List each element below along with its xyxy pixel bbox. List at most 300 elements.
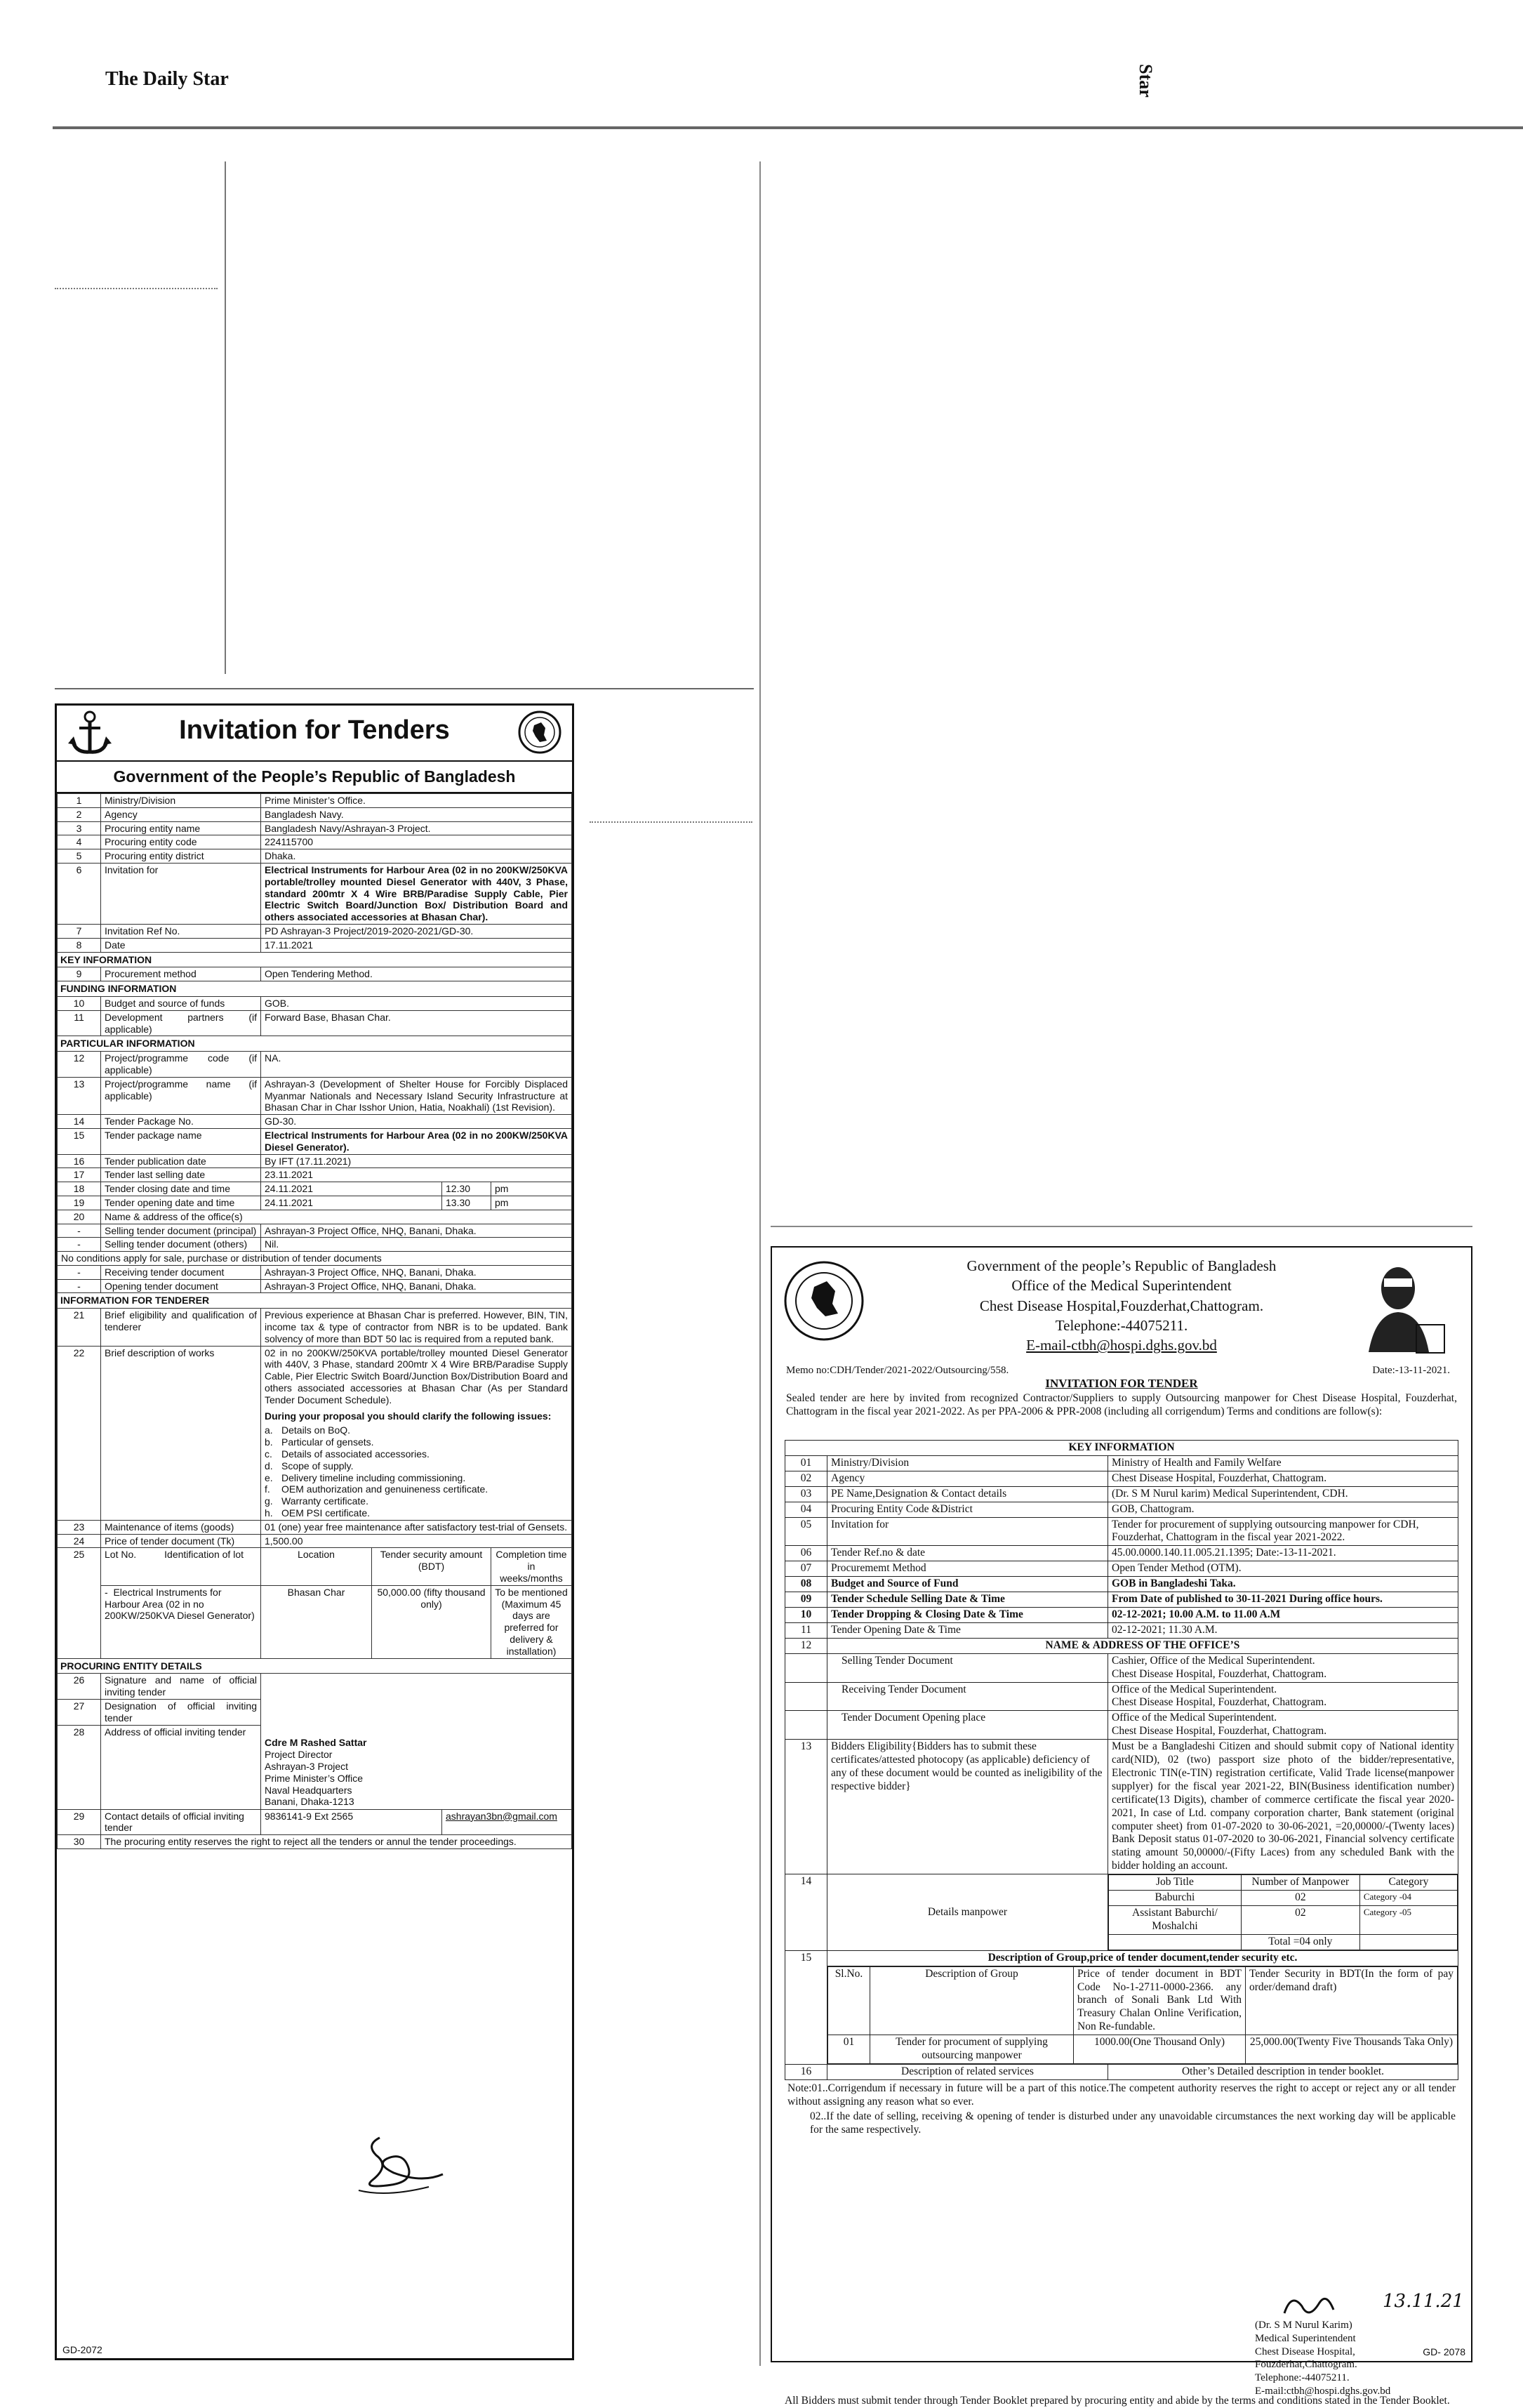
row-label: Designation of official inviting tender — [101, 1699, 261, 1725]
row-label: Agency — [101, 807, 261, 821]
office-row — [58, 1265, 572, 1279]
office-heading: NAME & ADDRESS OF THE OFFICE’S — [827, 1638, 1458, 1653]
row-number: 13 — [785, 1740, 827, 1874]
row-number: 18 — [58, 1182, 101, 1196]
tender-title: INVITATION FOR TENDER — [1045, 1377, 1198, 1390]
row-number: 08 — [785, 1577, 827, 1592]
office-line: Office of the Medical Superintendent — [1011, 1277, 1232, 1295]
row-value: PD Ashrayan-3 Project/2019-2020-2021/GD-30. — [261, 924, 572, 938]
row-value: By IFT (17.11.2021) — [261, 1154, 572, 1168]
key-info-row — [785, 1486, 1458, 1502]
tender-info-table — [57, 793, 572, 1849]
tender-row — [58, 1809, 572, 1835]
row-label: Maintenance of items (goods) — [101, 1520, 261, 1534]
row-label: Price of tender document (Tk) — [101, 1534, 261, 1548]
row-number: 4 — [58, 835, 101, 849]
row-label: Contact details of official inviting tender — [101, 1809, 261, 1835]
signature-line: Chest Disease Hospital, — [1255, 2346, 1355, 2357]
row-label: Signature and name of official inviting tender — [101, 1674, 261, 1700]
address-line: Project Director — [265, 1749, 333, 1761]
row-number: 02 — [785, 1471, 827, 1486]
signature-date: 13.11.21 — [1383, 2291, 1464, 2312]
ad-code: GD-2072 — [62, 2344, 102, 2355]
row-value: 224115700 — [261, 835, 572, 849]
tender-row — [58, 1520, 572, 1534]
row-number: 16 — [785, 2064, 827, 2079]
masthead-rule — [53, 126, 1523, 129]
row-time: 13.30 — [442, 1196, 491, 1210]
row-label: Procuring Entity Code &District — [827, 1502, 1108, 1517]
office-row — [58, 1279, 572, 1293]
section-rule-right — [771, 1226, 1472, 1227]
row-label: Address of official inviting tender — [101, 1725, 261, 1809]
row-number: 21 — [58, 1309, 101, 1346]
row-value: Must be a Bangladeshi Citizen and should submit copy of National identity card(NID), 02 (two) passport size photo of the bidder/representative, Electronic TIN(e-TIN) registration certificate, Valid Trade license(manpower supplyer) for the fiscal year 2021-22, BIN(Business identification number) certificate(13 Digits), chamber of commerce certificate the fiscal year 2020-2021, In case of Ltd. company corporation charter, Bank statement (original computer sheet) from 01-07-2020 to 30-06-2021, =20,00000/-(Twenty laces) Bank Deposit status 01-07-2020 to 30-06-2021, Financial solvency certificate stating amount 50,00000/-(Fifty Laces) from any scheduled Bank with the bidder holding an account. — [1108, 1740, 1458, 1874]
section-heading: INFORMATION FOR TENDERER — [58, 1293, 572, 1309]
office-value: Cashier, Office of the Medical Superintendent. Chest Disease Hospital, Fouzderhat, Chattogram. — [1108, 1653, 1458, 1682]
signature-block — [1255, 2319, 1390, 2398]
row-value: Forward Base, Bhasan Char. — [261, 1010, 572, 1036]
related-services-row — [785, 2064, 1458, 2079]
office-value: Office of the Medical Superintendent. Chest Disease Hospital, Fouzderhat, Chattogram. — [1108, 1682, 1458, 1711]
key-info-row — [785, 1622, 1458, 1638]
section-heading-row — [58, 1036, 572, 1052]
row-number: 01 — [785, 1455, 827, 1471]
row-number: 24 — [58, 1534, 101, 1548]
row-value: GOB in Bangladeshi Taka. — [1108, 1577, 1458, 1592]
key-info-row — [785, 1592, 1458, 1608]
row-label: Bidders Eligibility{Bidders has to submit these certificates/attested photocopy (as applicable) deficiency of any of these document would be counted as ineligibility of the respective bidder} — [827, 1740, 1108, 1874]
row-number: 11 — [785, 1622, 827, 1638]
row-label: Date — [101, 938, 261, 952]
key-info-heading: KEY INFORMATION — [785, 1441, 1458, 1456]
row-time-unit: pm — [491, 1196, 572, 1210]
row-value: 02-12-2021; 11.30 A.M. — [1108, 1622, 1458, 1638]
office-label: Selling tender document (principal) — [101, 1224, 261, 1238]
office-row — [58, 1224, 572, 1238]
key-info-row — [785, 1546, 1458, 1561]
row-number: 7 — [58, 924, 101, 938]
lot-identification: - Electrical Instruments for Harbour Area (02 in no 200KW/250KVA Diesel Generator) — [101, 1585, 261, 1658]
row-label: Project/programme code (if applicable) — [101, 1052, 261, 1078]
tender-notice-hospital — [771, 1246, 1472, 2407]
office-row — [58, 1238, 572, 1252]
tender-row — [58, 1835, 572, 1849]
portrait-image — [1362, 1257, 1446, 1356]
address-line: Banani, Dhaka-1213 — [265, 1796, 354, 1808]
column-rule-left — [225, 161, 226, 674]
row-label: Invitation Ref No. — [101, 924, 261, 938]
section-heading: PARTICULAR INFORMATION — [58, 1036, 572, 1052]
row-label: Tender package name — [101, 1128, 261, 1154]
tender-row — [58, 938, 572, 952]
dotted-separator — [590, 821, 752, 823]
office-value: Office of the Medical Superintendent. Chest Disease Hospital, Fouzderhat, Chattogram. — [1108, 1711, 1458, 1740]
tender-row — [58, 1534, 572, 1548]
row-number: 07 — [785, 1561, 827, 1577]
group-table — [827, 1966, 1458, 2064]
row-value: Electrical Instruments for Harbour Area (02 in no 200KW/250KVA portable/trolley mounted Diesel Generator with 440V, 3 Phase, standard 200mtr X 4 Wire BRB/Paradise Supply Cable, Pier Electric Switch Board/Junction Box/ Distribution Board and others associated accessories at Bhasan Char). — [261, 863, 572, 924]
key-info-table — [785, 1440, 1458, 2080]
office-label: Opening tender document — [101, 1279, 261, 1293]
row-number: 16 — [58, 1154, 101, 1168]
row-date: 24.11.2021 — [261, 1196, 442, 1210]
telephone-line: Telephone:-44075211. — [1055, 1317, 1188, 1335]
row-number: 1 — [58, 794, 101, 808]
office-row — [785, 1682, 1458, 1711]
row-label: Tender Dropping & Closing Date & Time — [827, 1607, 1108, 1622]
row-value: 02-12-2021; 10.00 A.M. to 11.00 A.M — [1108, 1607, 1458, 1622]
row-value: Ministry of Health and Family Welfare — [1108, 1455, 1458, 1471]
key-info-row — [785, 1561, 1458, 1577]
issue-item: h. OEM PSI certificate. — [265, 1507, 371, 1519]
row-number: 09 — [785, 1592, 827, 1608]
issue-item: e. Delivery timeline including commissioning. — [265, 1471, 466, 1483]
row-number: 14 — [58, 1115, 101, 1129]
row-number: 25 — [58, 1548, 101, 1658]
row-label: Tender last selling date — [101, 1168, 261, 1182]
row-dash: - — [58, 1238, 101, 1252]
key-info-row — [785, 1502, 1458, 1517]
completion-col-header: Completion time in weeks/months — [491, 1548, 572, 1585]
memo-date: Date:-13-11-2021. — [1372, 1365, 1450, 1376]
row-label: Project/programme name (if applicable) — [101, 1077, 261, 1114]
tender-row — [58, 821, 572, 835]
official-details: Cdre M Rashed Sattar Project Director Ashrayan-3 Project Prime Minister’s Office Naval Headquarters Banani, Dhaka-1213 — [261, 1674, 572, 1809]
signature-line: Telephone:-44075211. — [1255, 2372, 1350, 2383]
row-value: Electrical Instruments for Harbour Area (02 in no 200KW/250KVA Diesel Generator). — [261, 1128, 572, 1154]
job-title-header: Job Title — [1109, 1875, 1242, 1891]
tender-row — [58, 1077, 572, 1114]
tender-row — [58, 807, 572, 821]
lot-header-row — [58, 1548, 572, 1585]
row-label: Procuring entity code — [101, 835, 261, 849]
issue-item: a. Details on BoQ. — [265, 1424, 351, 1436]
row-number: 6 — [58, 863, 101, 924]
eligibility-row — [785, 1740, 1458, 1874]
contact-email: ashrayan3bn@gmail.com — [442, 1809, 572, 1835]
row-value: 1,500.00 — [261, 1534, 572, 1548]
note-row — [58, 1252, 572, 1266]
tender-row — [58, 835, 572, 849]
office-value: Ashrayan-3 Project Office, NHQ, Banani, Dhaka. — [261, 1265, 572, 1279]
manpower-row — [1109, 1891, 1458, 1906]
row-value: GOB. — [261, 996, 572, 1010]
job-category: Category -04 — [1359, 1891, 1457, 1906]
hospital-header — [912, 1256, 1331, 1356]
row-number: 12 — [785, 1638, 827, 1653]
row-time-unit: pm — [491, 1182, 572, 1196]
row-label: Budget and Source of Fund — [827, 1577, 1108, 1592]
key-info-row — [785, 1607, 1458, 1622]
tender-row — [58, 924, 572, 938]
key-info-row — [785, 1455, 1458, 1471]
row-value: The procuring entity reserves the right to reject all the tenders or annul the tender proceedings. — [101, 1835, 572, 1849]
row-dash: - — [58, 1279, 101, 1293]
section-heading-row — [58, 952, 572, 967]
row-time: 12.30 — [442, 1182, 491, 1196]
hospital-line: Chest Disease Hospital,Fouzderhat,Chattogram. — [979, 1297, 1264, 1314]
row-dash: - — [58, 1265, 101, 1279]
row-number: 26 — [58, 1674, 101, 1700]
row-number: 03 — [785, 1486, 827, 1502]
tender-row — [58, 1052, 572, 1078]
section-heading: KEY INFORMATION — [58, 952, 572, 967]
notice-title: Invitation for Tenders — [179, 715, 450, 745]
office-row — [785, 1711, 1458, 1740]
row-number: 05 — [785, 1517, 827, 1546]
manpower-row — [1109, 1906, 1458, 1935]
tender-row — [58, 849, 572, 864]
key-info-row — [785, 1577, 1458, 1592]
address-line: Prime Minister’s Office — [265, 1772, 364, 1784]
row-label: Procuring entity district — [101, 849, 261, 864]
row-label: Budget and source of funds — [101, 996, 261, 1010]
section-heading-row — [58, 1293, 572, 1309]
issue-item: f. OEM authorization and genuineness certificate. — [265, 1483, 488, 1495]
tender-row — [58, 1168, 572, 1182]
row-label: PE Name,Designation & Contact details — [827, 1486, 1108, 1502]
tender-row — [58, 1674, 572, 1700]
tender-row — [58, 1182, 572, 1196]
count-header: Number of Manpower — [1241, 1875, 1359, 1891]
row-number: 14 — [785, 1874, 827, 1951]
row-label: Ministry/Division — [827, 1455, 1108, 1471]
lot-location: Bhasan Char — [261, 1585, 372, 1658]
group-heading: Description of Group,price of tender document,tender security etc. — [827, 1951, 1458, 1966]
group-desc: Tender for procument of supplying outsourcing manpower — [870, 2035, 1074, 2064]
note-1: Note:01..Corrigendum if necessary in future will be a part of this notice.The competent authority reserves the right to accept or reject any or all tender without assigning any reason what so ever. — [787, 2082, 1456, 2108]
lot-row — [58, 1585, 572, 1658]
row-number: 8 — [58, 938, 101, 952]
issue-item: b. Particular of gensets. — [265, 1436, 374, 1448]
row-value: NA. — [261, 1052, 572, 1078]
row-label: Details manpower — [827, 1874, 1108, 1951]
row-label: Development partners (if applicable) — [101, 1010, 261, 1036]
row-value: Ashrayan-3 (Development of Shelter House for Forcibly Displaced Myanmar Nationals and Necessary Island Security Infrastructure at Bhasan Char in Char Isshor Union, Hatia, Noakhali) (1st Revision). — [261, 1077, 572, 1114]
row-number: 30 — [58, 1835, 101, 1849]
row-label: Tender Opening Date & Time — [827, 1622, 1108, 1638]
government-seal-logo — [782, 1259, 866, 1343]
sl-header: Sl.No. — [828, 1966, 870, 2035]
section-heading-row — [58, 1658, 572, 1674]
tender-row — [58, 1154, 572, 1168]
footer-note: All Bidders must submit tender through Tender Booklet prepared by procuring entity and abide by the terms and conditions stated in the Tender Booklet. — [785, 2395, 1450, 2407]
job-title: Baburchi — [1109, 1891, 1242, 1906]
row-value: GD-30. — [261, 1115, 572, 1129]
row-value: 01 (one) year free maintenance after satisfactory test-trial of Gensets. — [261, 1520, 572, 1534]
row-value: Open Tender Method (OTM). — [1108, 1561, 1458, 1577]
group-block-row — [785, 1950, 1458, 2064]
row-label: Tender closing date and time — [101, 1182, 261, 1196]
job-count: 02 — [1241, 1891, 1359, 1906]
row-label: Tender Package No. — [101, 1115, 261, 1129]
notice-header — [57, 706, 572, 762]
row-number: 15 — [785, 1950, 827, 2064]
row-label: Brief description of works — [101, 1346, 261, 1520]
section-heading: FUNDING INFORMATION — [58, 981, 572, 997]
office-label: Selling Tender Document — [827, 1653, 1108, 1682]
signature-line: Fouzderhat,Chattogram. — [1255, 2359, 1357, 2371]
lot-col-header: Lot No. Identification of lot — [101, 1548, 261, 1585]
issue-item: g. Warranty certificate. — [265, 1495, 368, 1507]
row-value: Open Tendering Method. — [261, 967, 572, 981]
row-value: Dhaka. — [261, 849, 572, 864]
tender-row — [58, 1010, 572, 1036]
office-row — [785, 1653, 1458, 1682]
group-sl: 01 — [828, 2035, 870, 2064]
tender-row — [58, 794, 572, 808]
row-number: 11 — [58, 1010, 101, 1036]
row-label: Invitation for — [827, 1517, 1108, 1546]
issue-item: d. Scope of supply. — [265, 1460, 354, 1471]
gov-line: Government of the people’s Republic of Bangladesh — [966, 1257, 1277, 1274]
row-label: Ministry/Division — [101, 794, 261, 808]
row-value: Chest Disease Hospital, Fouzderhat, Chattogram. — [1108, 1471, 1458, 1486]
signature-line: (Dr. S M Nurul Karim) — [1255, 2320, 1352, 2331]
row-number: 9 — [58, 967, 101, 981]
intro-text: Sealed tender are here by invited from recognized Contractor/Suppliers to supply Outsourcing manpower for Chest Disease Hospital, Fouzderhat, Chattogram in the fiscal year 2021-2022. As per PPA-2006 & PPR-2008 (including all corrigendum) Terms and conditions are follow(s): — [786, 1392, 1457, 1417]
tender-row — [58, 967, 572, 981]
masthead-star-logo: Star — [1135, 64, 1156, 98]
tender-row — [58, 1210, 572, 1224]
row-number: 15 — [58, 1128, 101, 1154]
job-title: Assistant Baburchi/ Moshalchi — [1109, 1906, 1242, 1935]
row-value: 02 in no 200KW/250KVA portable/trolley mounted Diesel Generator with 440V, 3 Phase, standard 200mtr X 4 Wire BRB/Paradise Supply Cable, Pier Electric Switch Board/Junction Box/Distribution Board and others associated accessories at Bhasan Char (As per Standard Tender Document Schedule). During your proposal you should clarify the following issues: a. Details on BoQ. b. Particular of gensets. c. Details of associated accessories. d. Scope of supply. e. Delivery timeline including commissioning. f. OEM authorization and genuineness certificate. g. Warranty certificate. h. OEM PSI certificate. — [261, 1346, 572, 1520]
ad-code: GD- 2078 — [1423, 2346, 1465, 2357]
row-value: Bangladesh Navy. — [261, 807, 572, 821]
row-value: Other’s Detailed description in tender booklet. — [1108, 2064, 1458, 2079]
manpower-table — [1108, 1874, 1458, 1950]
address-line: Ashrayan-3 Project — [265, 1760, 349, 1772]
row-number: 28 — [58, 1725, 101, 1809]
tender-row — [58, 996, 572, 1010]
key-info-row — [785, 1517, 1458, 1546]
tender-row — [58, 1115, 572, 1129]
row-number: 20 — [58, 1210, 101, 1224]
lot-completion: To be mentioned (Maximum 45 days are preferred for delivery & installation) — [491, 1585, 572, 1658]
row-label: Brief eligibility and qualification of tenderer — [101, 1309, 261, 1346]
no-conditions-note: No conditions apply for sale, purchase or distribution of tender documents — [58, 1252, 572, 1266]
row-number: 19 — [58, 1196, 101, 1210]
row-number: 27 — [58, 1699, 101, 1725]
row-label: Invitation for — [101, 863, 261, 924]
issue-item: c. Details of associated accessories. — [265, 1448, 430, 1460]
row-value: Tender for procurement of supplying outsourcing manpower for CDH, Fouzderhat, Chattogram in the fiscal year 2021-2022. — [1108, 1517, 1458, 1546]
office-value: Ashrayan-3 Project Office, NHQ, Banani, Dhaka. — [261, 1279, 572, 1293]
row-date: 24.11.2021 — [261, 1182, 442, 1196]
email-line: E-mail-ctbh@hospi.dghs.gov.bd — [1026, 1337, 1217, 1354]
office-label: Receiving tender document — [101, 1265, 261, 1279]
price-header: Price of tender document in BDT Code No-1-2711-0000-2366. any branch of Sonali Bank Ltd With Treasury Chalan Online Verification, Non Re-fundable. — [1074, 1966, 1246, 2035]
dotted-separator — [55, 288, 218, 289]
row-value: Prime Minister’s Office. — [261, 794, 572, 808]
row-number: 17 — [58, 1168, 101, 1182]
row-number: 10 — [785, 1607, 827, 1622]
row-number: 22 — [58, 1346, 101, 1520]
row-value: Previous experience at Bhasan Char is preferred. However, BIN, TIN, income tax & type of contractor from NBR is to be updated. Bank solvency of more than BDT 50 lac is required from a reputed bank. — [261, 1309, 572, 1346]
column-rule-mid — [759, 161, 761, 2366]
office-value: Nil. — [261, 1238, 572, 1252]
row-label: Procuring entity name — [101, 821, 261, 835]
office-heading-row — [785, 1638, 1458, 1653]
section-heading: PROCURING ENTITY DETAILS — [58, 1658, 572, 1674]
row-value: (Dr. S M Nurul karim) Medical Superintendent, CDH. — [1108, 1486, 1458, 1502]
key-info-row — [785, 1471, 1458, 1486]
row-number: 23 — [58, 1520, 101, 1534]
signature-line: Medical Superintendent — [1255, 2332, 1356, 2344]
signature-line: E-mail:ctbh@hospi.dghs.gov.bd — [1255, 2385, 1391, 2397]
row-number: 12 — [58, 1052, 101, 1078]
tender-notice-navy — [55, 703, 574, 2360]
location-col-header: Location — [261, 1548, 372, 1585]
address-line: Naval Headquarters — [265, 1784, 352, 1796]
government-heading: Government of the People’s Republic of Bangladesh — [57, 762, 572, 793]
row-number: 2 — [58, 807, 101, 821]
desc-header: Description of Group — [870, 1966, 1074, 2035]
row-label: Tender opening date and time — [101, 1196, 261, 1210]
tender-row — [58, 863, 572, 924]
manpower-block-row — [785, 1874, 1458, 1951]
tender-row — [58, 1309, 572, 1346]
office-label: Receiving Tender Document — [827, 1682, 1108, 1711]
contact-phone: 9836141-9 Ext 2565 — [261, 1809, 442, 1835]
row-number: 06 — [785, 1546, 827, 1561]
row-label: Description of related services — [827, 2064, 1108, 2079]
manpower-total: Total =04 only — [1241, 1934, 1359, 1950]
security-header: Tender Security in BDT(In the form of pay order/demand draft) — [1246, 1966, 1458, 2035]
section-rule — [55, 688, 754, 689]
row-label: Procurement method — [101, 967, 261, 981]
row-value: 45.00.0000.140.11.005.21.1395; Date:-13-11-2021. — [1108, 1546, 1458, 1561]
signature-image — [338, 2124, 450, 2201]
office-label: Selling tender document (others) — [101, 1238, 261, 1252]
row-value: 17.11.2021 — [261, 938, 572, 952]
job-count: 02 — [1241, 1906, 1359, 1935]
row-dash: - — [58, 1224, 101, 1238]
row-value: 23.11.2021 — [261, 1168, 572, 1182]
lot-security: 50,000.00 (fifty thousand only) — [372, 1585, 491, 1658]
key-info-heading-row — [785, 1441, 1458, 1456]
row-value: GOB, Chattogram. — [1108, 1502, 1458, 1517]
office-label: Tender Document Opening place — [827, 1711, 1108, 1740]
tender-row — [58, 1346, 572, 1520]
row-label: Tender publication date — [101, 1154, 261, 1168]
row-label: Tender Ref.no & date — [827, 1546, 1108, 1561]
row-value: From Date of published to 30-11-2021 During office hours. — [1108, 1592, 1458, 1608]
tender-row — [58, 1128, 572, 1154]
row-value: Bangladesh Navy/Ashrayan-3 Project. — [261, 821, 572, 835]
row-label: Agency — [827, 1471, 1108, 1486]
row-number: 10 — [58, 996, 101, 1010]
row-number: 29 — [58, 1809, 101, 1835]
job-category: Category -05 — [1359, 1906, 1457, 1935]
category-header: Category — [1359, 1875, 1457, 1891]
row-number: 5 — [58, 849, 101, 864]
memo-number: Memo no:CDH/Tender/2021-2022/Outsourcing/558. — [786, 1365, 1009, 1376]
row-number: 04 — [785, 1502, 827, 1517]
masthead-logo: The Daily Star — [105, 68, 229, 90]
row-label: Name & address of the office(s) — [101, 1210, 572, 1224]
section-heading-row — [58, 981, 572, 997]
group-price: 1000.00(One Thousand Only) — [1074, 2035, 1246, 2064]
security-col-header: Tender security amount (BDT) — [372, 1548, 491, 1585]
row-label: Tender Schedule Selling Date & Time — [827, 1592, 1108, 1608]
tender-row — [58, 1196, 572, 1210]
row-number: 3 — [58, 821, 101, 835]
row-number: 13 — [58, 1077, 101, 1114]
row-label: Procurememt Method — [827, 1561, 1108, 1577]
